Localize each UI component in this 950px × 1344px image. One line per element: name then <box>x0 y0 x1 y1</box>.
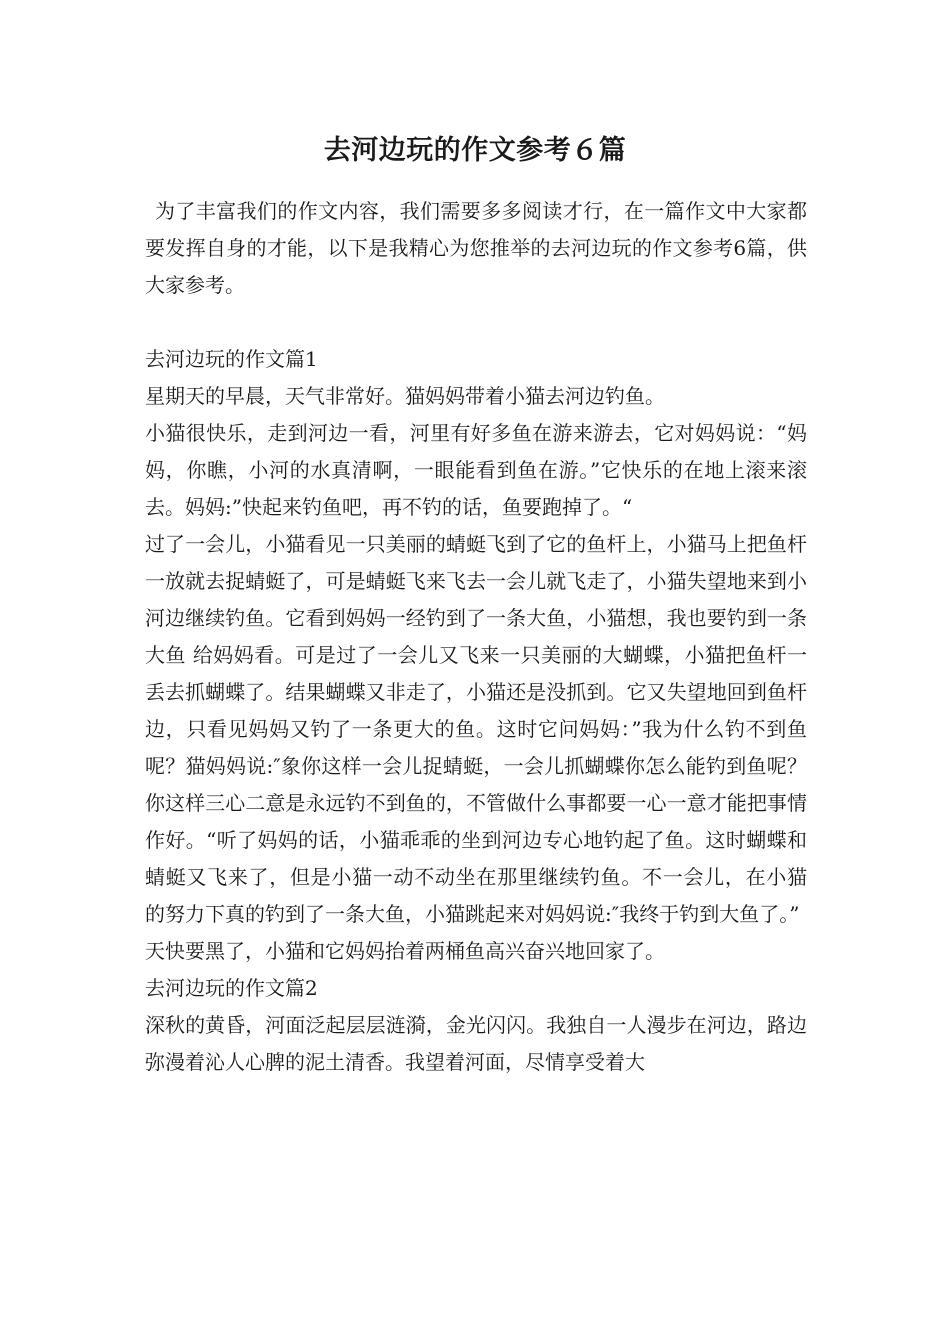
paragraph-spacer <box>145 304 807 341</box>
section-heading-1: 去河边玩的作文篇1 <box>145 347 318 371</box>
intro-paragraph: 为了丰富我们的作文内容，我们需要多多阅读才行，在一篇作文中大家都要发挥自身的才能，以下是我精心为您推举的去河边玩的作文参考6篇，供大家参考。 <box>145 199 807 297</box>
document-body <box>145 193 807 1081</box>
section1-paragraph-2: 小猫很快乐，走到河边一看，河里有好多鱼在游来游去，它对妈妈说：“妈妈，你瞧，小河的水真清啊，一眼能看到鱼在游。”它快乐的在地上滚来滚去。妈妈:”快起来钓鱼吧，再不钓的话，鱼要跑掉了。“ <box>145 421 807 519</box>
section1-paragraph-1: 星期天的早晨，天气非常好。猫妈妈带着小猫去河边钓鱼。 <box>145 384 665 408</box>
section-heading-2: 去河边玩的作文篇2 <box>145 976 318 1000</box>
document-title: 去河边玩的作文参考６篇 <box>323 135 627 166</box>
section1-paragraph-3: 过了一会儿，小猫看见一只美丽的蜻蜓飞到了它的鱼杆上，小猫马上把鱼杆一放就去捉蜻蜓了，可是蜻蜓飞来飞去一会儿就飞走了，小猫失望地来到小河边继续钓鱼。它看到妈妈一经钓到了一条大鱼，小猫想，我也要钓到一条大鱼 给妈妈看。可是过了一会儿又飞来一只美丽的大蝴蝶，小猫把鱼杆一丢去抓蝴蝶了。结果蝴蝶又非走了，小猫还是没抓到。它又失望地回到鱼杆边，只看见妈妈又钓了一条更大的鱼。这时它问妈妈：”我为什么钓不到鱼呢？猫妈妈说:″象你这样一会儿捉蜻蜓，一会儿抓蝴蝶你怎么能钓到鱼呢？你这样三心二意是永远钓不到鱼的，不管做什么事都要一心一意才能把事情作好。“听了妈妈的话，小猫乖乖的坐到河边专心地钓起了鱼。这时蝴蝶和蜻蜓又飞来了，但是小猫一动不动坐在那里继续钓鱼。不一会儿，在小猫 的努力下真的钓到了一条大鱼，小猫跳起来对妈妈说:″我终于钓到大鱼了。” <box>145 532 807 926</box>
section1-paragraph-4: 天快要黑了，小猫和它妈妈抬着两桶鱼高兴奋兴地回家了。 <box>145 939 665 963</box>
section2-paragraph-1: 深秋的黄昏，河面泛起层层涟漪，金光闪闪。我独自一人漫步在河边，路边弥漫着沁人心脾的泥土清香。我望着河面，尽情享受着大 <box>145 1013 807 1074</box>
